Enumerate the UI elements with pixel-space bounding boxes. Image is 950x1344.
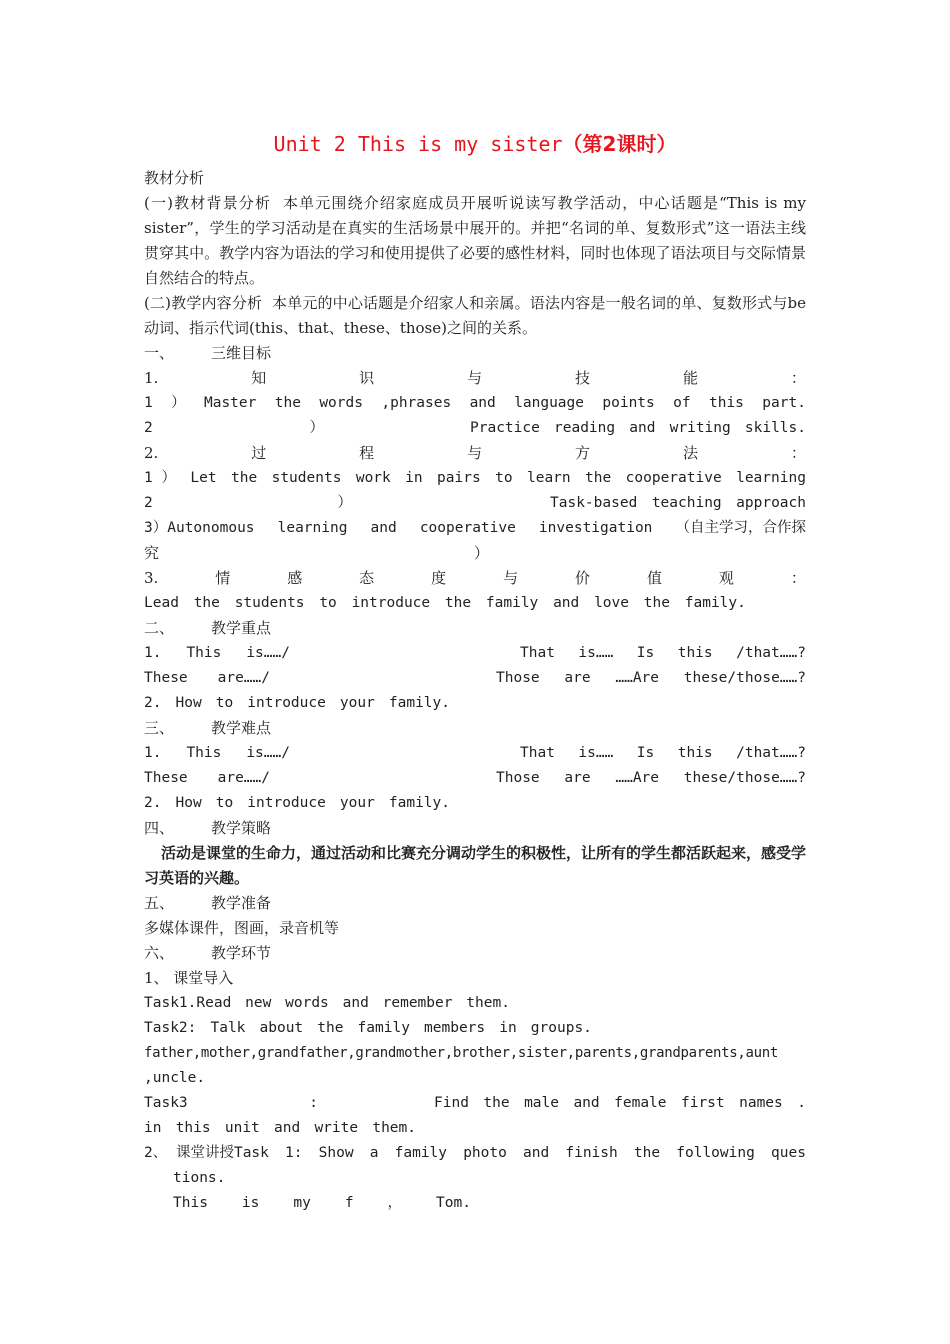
word: and (342, 995, 369, 1011)
word: family. (388, 795, 450, 811)
key-point-1 (144, 641, 806, 666)
word: ……Are (615, 770, 660, 786)
word: of (673, 395, 691, 411)
word: and (274, 1120, 301, 1136)
section-number: 二、 (144, 619, 175, 637)
word: and (573, 1095, 600, 1111)
word: the (585, 470, 612, 486)
word: ： (790, 369, 806, 387)
word: to (319, 595, 337, 611)
word: to (215, 795, 234, 811)
content-analysis-paragraph (144, 291, 806, 341)
task-1 (144, 991, 510, 1016)
background-label: (一)教材背景分析 (144, 194, 272, 212)
word: Show (318, 1145, 354, 1161)
word: family (485, 595, 539, 611)
title-lesson: （第2课时） (562, 132, 677, 156)
difficult-point-left (144, 766, 270, 791)
word: about (259, 1020, 304, 1036)
example-sentence (144, 1191, 471, 1216)
word: 3）Autonomous (144, 520, 255, 536)
word: 度 (431, 569, 447, 587)
word: this (708, 395, 744, 411)
key-point-1b (144, 666, 806, 691)
word: Those (496, 770, 540, 786)
word: are……/ (217, 670, 270, 686)
word: them. (466, 995, 510, 1011)
word: Task2: (144, 1020, 197, 1036)
word: family (394, 1145, 448, 1161)
word: and (629, 420, 656, 436)
word: in (499, 1020, 517, 1036)
word: /that……? (736, 745, 806, 761)
section-number: 一、 (144, 344, 175, 362)
goal-process-item-2 (144, 491, 806, 516)
word: （自主学习，合作探 (675, 520, 806, 536)
word: language (514, 395, 584, 411)
word: the (444, 595, 472, 611)
word: ……Are (615, 670, 660, 686)
word: remember (382, 995, 453, 1011)
word: ， (387, 1195, 403, 1211)
item-paren: ） (309, 420, 324, 436)
word: skills. (744, 420, 806, 436)
word: f (344, 1195, 354, 1211)
section-difficult-points (144, 716, 806, 741)
section-number: 六、 (144, 944, 175, 962)
section-number: 四、 (144, 819, 175, 837)
word: female (614, 1095, 667, 1111)
title-english: Unit 2 This is my sister (273, 132, 563, 156)
word: learning (736, 470, 806, 486)
word: This (186, 645, 222, 661)
word: . (797, 1095, 806, 1111)
word: my (293, 1195, 311, 1211)
goal-knowledge-item-2 (144, 416, 806, 441)
background-text: 本单元围绕介绍家庭成员开展听说读写教学活动，中心话题是“This is my sister”，学生的学习活动是在真实的生活场景中展开的。并把“名词的单、复数形式”这一语法主线贯穿其中。教学内容为语法的学习和使用提供了必要的感性材料，同时也体现了语法项目与交际情景自然结合的特点。 (144, 194, 806, 287)
section-goals (144, 341, 806, 366)
word: 1. (144, 745, 162, 761)
word: 能 (682, 369, 698, 387)
difficult-point-2 (144, 791, 450, 816)
section-title: 教学策略 (211, 819, 272, 837)
word: Lead (144, 595, 179, 611)
word: members (424, 1020, 486, 1036)
word: 1 ） (144, 470, 176, 486)
word: ,phrases (381, 395, 452, 411)
word: Find (434, 1095, 469, 1111)
section-steps (144, 941, 806, 966)
word: your (339, 795, 375, 811)
word: 2. (144, 695, 162, 711)
word: are (564, 770, 591, 786)
word: 过 (251, 444, 267, 462)
word: are……/ (217, 770, 270, 786)
word: and (523, 1145, 550, 1161)
word: Task-based (550, 495, 638, 511)
difficult-point-1 (144, 741, 806, 766)
word: the (317, 1020, 344, 1036)
goal-knowledge-item-1 (144, 391, 806, 416)
word: points (602, 395, 655, 411)
word: part. (762, 395, 806, 411)
word: is (241, 1195, 260, 1211)
word: 技 (575, 369, 591, 387)
word: 法 (682, 444, 698, 462)
word: Task1.Read (144, 995, 232, 1011)
word: to (495, 470, 513, 486)
word: and (553, 595, 580, 611)
goal-emotion-text (144, 591, 746, 616)
word: introduce (351, 595, 431, 611)
word: cooperative (419, 520, 516, 536)
word: 态 (359, 569, 375, 587)
word: 方 (575, 444, 591, 462)
word: 价 (575, 569, 591, 587)
word: 与 (467, 369, 483, 387)
task-label: Task3 (144, 1095, 188, 1111)
goal-process (144, 441, 806, 466)
word: family. (388, 695, 450, 711)
section-title: 三维目标 (211, 344, 272, 362)
task-3-cont (144, 1116, 416, 1141)
word: 与 (467, 444, 483, 462)
word: Let (190, 470, 217, 486)
word: 2. (144, 795, 162, 811)
key-point-2 (144, 691, 450, 716)
word: 程 (359, 444, 375, 462)
goal-knowledge (144, 366, 806, 391)
word: Practice (470, 420, 540, 436)
word: words (285, 995, 329, 1011)
word: 1 (144, 395, 153, 411)
step-2-heading (144, 1141, 806, 1166)
difficult-point-left (144, 741, 290, 766)
word: groups. (530, 1020, 592, 1036)
word: pairs (437, 470, 481, 486)
goal-process-item-1 (144, 466, 806, 491)
word: is…… (578, 745, 614, 761)
word: investigation (538, 520, 653, 536)
word: these/those……? (683, 770, 806, 786)
difficult-point-1b (144, 766, 806, 791)
word: the (633, 1145, 661, 1161)
word: first (680, 1095, 725, 1111)
word: learn (526, 470, 571, 486)
key-point-right (496, 666, 806, 691)
word: family (357, 1020, 410, 1036)
step-1-heading: 1、 课堂导入 (144, 969, 234, 987)
word: a (369, 1145, 379, 1161)
background-paragraph (144, 191, 806, 291)
word: Is (636, 745, 655, 761)
page-title (0, 128, 950, 157)
word: is……/ (246, 645, 290, 661)
word: write (314, 1120, 359, 1136)
word: writing (669, 420, 731, 436)
word: 识 (359, 369, 375, 387)
task-text (434, 1091, 806, 1116)
word: to (215, 695, 234, 711)
word: Talk (210, 1020, 246, 1036)
item-text (550, 491, 806, 516)
word: 3. (144, 569, 159, 587)
item-paren: ） (474, 544, 490, 562)
item-text (470, 416, 806, 441)
word: That (520, 745, 555, 761)
word: is……/ (246, 745, 290, 761)
section-title: 教学难点 (211, 719, 272, 737)
word: 值 (646, 569, 662, 587)
word: the (193, 595, 220, 611)
section-title: 教学重点 (211, 619, 272, 637)
content-analysis-text: 本单元的中心话题是介绍家人和亲属。语法内容是一般名词的单、复数形式与be动词、指示代词(this、that、these、those)之间的关系。 (144, 294, 806, 337)
word: is…… (578, 645, 614, 661)
difficult-point-right (496, 766, 806, 791)
word: ： (790, 569, 806, 587)
word: Master (203, 395, 257, 411)
preparation-text: 多媒体课件，图画，录音机等 (144, 919, 340, 937)
word: 2. (144, 444, 159, 462)
item-paren: ） (337, 495, 352, 511)
word: words (319, 395, 363, 411)
section-key-points (144, 616, 806, 641)
word: this (677, 745, 713, 761)
task-2 (144, 1016, 592, 1041)
analysis-heading: 教材分析 (144, 169, 205, 187)
item-text: 究 (144, 544, 160, 562)
item-number: 2 (144, 420, 153, 436)
word: 观 (718, 569, 734, 587)
word: 知 (251, 369, 267, 387)
word: This (173, 1195, 208, 1211)
word: names (739, 1095, 783, 1111)
task-colon: : (309, 1095, 318, 1111)
word: students (271, 470, 342, 486)
task-2-words-cont: ,uncle. (144, 1070, 206, 1086)
key-point-left (144, 666, 270, 691)
word: ） (171, 395, 186, 411)
word: in (144, 1120, 162, 1136)
word: male (524, 1095, 559, 1111)
section-title: 教学环节 (211, 944, 272, 962)
word: introduce (247, 795, 326, 811)
goal-process-item-3-cont (144, 541, 806, 566)
goal-emotion (144, 566, 806, 591)
word: finish (565, 1145, 618, 1161)
word: these/those……? (683, 670, 806, 686)
content-analysis-label: (二)教学内容分析 (144, 294, 263, 312)
word: 感 (287, 569, 303, 587)
word: family. (684, 595, 746, 611)
word: the (230, 470, 258, 486)
word: Those (496, 670, 540, 686)
word: Tom. (436, 1195, 471, 1211)
key-point-left (144, 641, 290, 666)
word: 1: (285, 1145, 303, 1161)
word: love (594, 595, 629, 611)
task-3 (144, 1091, 806, 1116)
word: 1. (144, 645, 162, 661)
word: teaching (651, 495, 722, 511)
word: work (355, 470, 391, 486)
word: How (175, 795, 202, 811)
key-point-right (520, 641, 806, 666)
word: reading (554, 420, 616, 436)
step-2-cont: tions. (173, 1170, 226, 1186)
word: and (370, 520, 397, 536)
goal-process-item-3 (144, 516, 806, 541)
word: That (520, 645, 555, 661)
word: How (175, 695, 202, 711)
section-number: 五、 (144, 894, 175, 912)
strategy-text: 活动是课堂的生命力，通过活动和比赛充分调动学生的积极性，让所有的学生都活跃起来，感受学习英语的兴趣。 (144, 844, 807, 887)
word: the (483, 1095, 510, 1111)
word: cooperative (625, 470, 722, 486)
word: students (234, 595, 305, 611)
word: 1. (144, 369, 159, 387)
word: new (245, 995, 272, 1011)
word: photo (463, 1145, 507, 1161)
section-title: 教学准备 (211, 894, 272, 912)
word: learning (277, 520, 348, 536)
word: approach (736, 495, 806, 511)
task-2-words: father,mother,grandfather,grandmother,brother,sister,parents,grandparents,aunt (144, 1045, 779, 1061)
item-number: 2 (144, 495, 153, 511)
word: Is (636, 645, 655, 661)
word: 与 (503, 569, 519, 587)
word: the (643, 595, 670, 611)
document-body (144, 166, 806, 1216)
section-preparation (144, 891, 806, 916)
word: 2、 课堂讲授Task (144, 1145, 269, 1161)
word: following (676, 1145, 755, 1161)
section-strategy (144, 816, 806, 841)
word: ques (771, 1145, 806, 1161)
word: and (469, 395, 496, 411)
difficult-point-right (520, 741, 806, 766)
word: introduce (247, 695, 326, 711)
word: These (144, 770, 188, 786)
word: them. (372, 1120, 416, 1136)
word: unit (224, 1120, 260, 1136)
word: 情 (215, 569, 231, 587)
word: This (186, 745, 222, 761)
word: this (677, 645, 713, 661)
word: are (564, 670, 591, 686)
word: These (144, 670, 188, 686)
word: this (175, 1120, 211, 1136)
word: in (405, 470, 423, 486)
word: your (339, 695, 375, 711)
word: /that……? (736, 645, 806, 661)
word: the (274, 395, 301, 411)
section-number: 三、 (144, 719, 175, 737)
word: ： (790, 444, 806, 462)
